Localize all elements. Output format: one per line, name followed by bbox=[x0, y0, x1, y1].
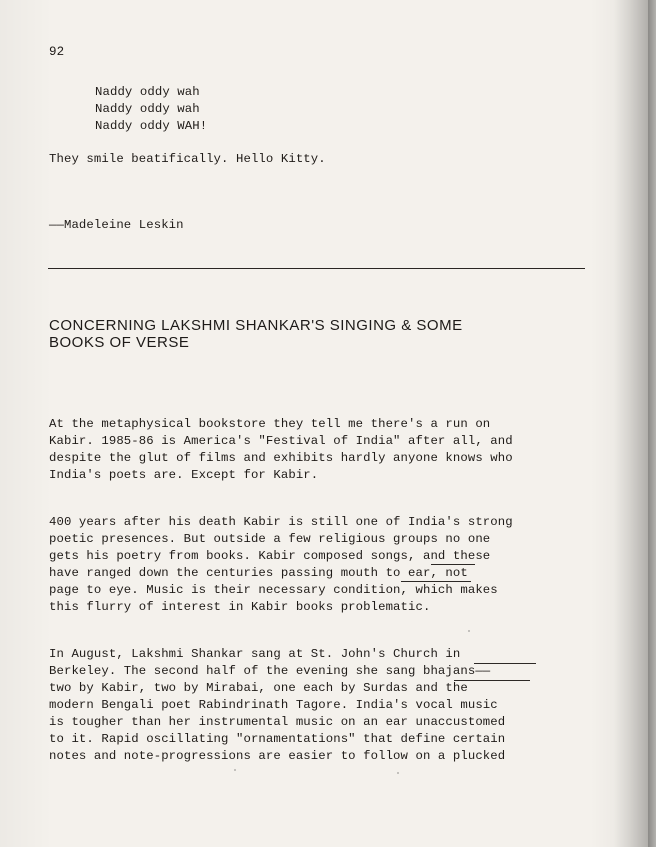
paragraph-3-line-3: two by Kabir, two by Mirabai, one each by Surdas and the bbox=[49, 681, 468, 695]
poem-closing-line: They smile beatifically. Hello Kitty. bbox=[49, 152, 326, 166]
paragraph-1-line-1: At the metaphysical bookstore they tell me there's a run on bbox=[49, 417, 491, 431]
article-title-line-2: BOOKS OF VERSE bbox=[49, 334, 190, 351]
article-title-line-1: CONCERNING LAKSHMI SHANKAR'S SINGING & SOME bbox=[49, 317, 463, 334]
paragraph-3-line-5: is tougher than her instrumental music on an ear unaccustomed bbox=[49, 715, 506, 729]
paragraph-2-line-6: this flurry of interest in Kabir books problematic. bbox=[49, 600, 431, 614]
underline-bhajans bbox=[474, 663, 536, 664]
section-divider bbox=[48, 268, 585, 269]
poem-line-2: Naddy oddy wah bbox=[95, 102, 200, 116]
underline-mouth-to-ear bbox=[401, 581, 471, 582]
paragraph-3-line-7: notes and note-progressions are easier to follow on a plucked bbox=[49, 749, 506, 763]
paragraph-1-line-4: India's poets are. Except for Kabir. bbox=[49, 468, 319, 482]
paragraph-2-line-3: gets his poetry from books. Kabir composed songs, and these bbox=[49, 549, 491, 563]
paragraph-3-line-2: Berkeley. The second half of the evening she sang bhajans—— bbox=[49, 664, 491, 678]
paragraph-1-line-3: despite the glut of films and exhibits hardly anyone knows who bbox=[49, 451, 513, 465]
paragraph-3-line-6: to it. Rapid oscillating "ornamentations" that define certain bbox=[49, 732, 506, 746]
paper-speck bbox=[397, 772, 399, 774]
paragraph-3-line-4: modern Bengali poet Rabindrinath Tagore. India's vocal music bbox=[49, 698, 498, 712]
paper-speck bbox=[234, 769, 236, 771]
paragraph-2-line-4: have ranged down the centuries passing mouth to ear, not bbox=[49, 566, 468, 580]
underline-and-the bbox=[454, 680, 530, 681]
paragraph-1-line-2: Kabir. 1985-86 is America's "Festival of India" after all, and bbox=[49, 434, 513, 448]
paragraph-3-line-1: In August, Lakshmi Shankar sang at St. John's Church in bbox=[49, 647, 461, 661]
page-number: 92 bbox=[49, 45, 65, 59]
poem-line-3: Naddy oddy WAH! bbox=[95, 119, 208, 133]
paragraph-2-line-1: 400 years after his death Kabir is still one of India's strong bbox=[49, 515, 513, 529]
paragraph-2-line-2: poetic presences. But outside a few religious groups no one bbox=[49, 532, 491, 546]
page-edge bbox=[648, 0, 656, 847]
author-attribution: ——Madeleine Leskin bbox=[49, 218, 184, 232]
poem-line-1: Naddy oddy wah bbox=[95, 85, 200, 99]
paper-speck bbox=[468, 630, 470, 632]
paragraph-2-line-5: page to eye. Music is their necessary condition, which makes bbox=[49, 583, 498, 597]
underline-songs bbox=[431, 564, 475, 565]
